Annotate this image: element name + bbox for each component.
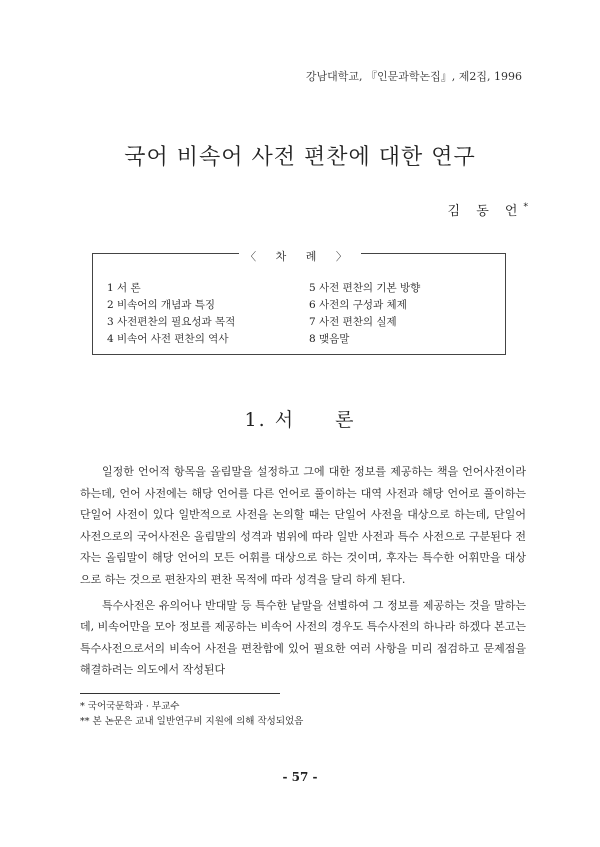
toc-item: 2 비속어의 개념과 특징 (107, 299, 215, 311)
footnote: * 국어국문학과 · 부교수 (80, 701, 180, 712)
toc-right-column (309, 280, 420, 348)
journal-reference: 강남대학교, 『인문과학논집』, 제2집, 1996 (305, 70, 522, 83)
section-title-first: 서 (274, 409, 296, 431)
paper-title: 국어 비속어 사전 편찬에 대한 연구 (124, 145, 476, 170)
section-title-second: 론 (335, 409, 356, 431)
toc-header (93, 245, 507, 264)
toc-left-column (107, 280, 235, 348)
section-number: 1. (244, 409, 267, 431)
section-heading (0, 405, 600, 432)
toc-item: 3 사전편찬의 필요성과 목적 (107, 316, 236, 328)
footnotes (80, 699, 303, 729)
table-of-contents (92, 250, 506, 355)
body-text (80, 461, 526, 681)
toc-item: 1 서 론 (107, 282, 141, 294)
paragraph: 일정한 언어적 항목을 올림말을 설정하고 그에 대한 정보를 제공하는 책을 언어사전이라 하는데, 언어 사전에는 해당 언어를 다른 언어로 풀이하는 대역 사전과 해당 언어로 풀이하는 단일어 사전이 있다 일반적으로 사전을 논의할 때는 단일어 사전을 대상으로 하는데, 단일어 사전으로의 국어사전은 올림말의 성격과 범위에 따라 일반 사전과 특수 사전으로 구분된다 전자는 올림말이 해당 언어의 모든 어휘를 대상으로 하는 것이며, 후자는 특수한 어휘만을 대상으로 하는 것으로 편찬자의 편찬 목적에 따라 성격을 달리 하게 된다. (80, 465, 526, 586)
toc-label: 〈 차 례 〉 (239, 250, 361, 263)
toc-item: 8 맺음말 (309, 333, 350, 345)
toc-item: 4 비속어 사전 편찬의 역사 (107, 333, 229, 345)
toc-item: 6 사전의 구성과 체제 (309, 299, 407, 311)
paragraph: 특수사전은 유의어나 반대말 등 특수한 낱말을 선별하여 그 정보를 제공하는 것을 말하는데, 비속어만을 모아 정보를 제공하는 비속어 사전의 경우도 특수사전의 하나라 하겠다 본고는 특수사전으로서의 비속어 사전을 편찬함에 있어 필요한 여러 사항을 미리 점검하고 문제점을 해결하려는 의도에서 작성된다 (80, 598, 526, 677)
toc-item: 7 사전 편찬의 실제 (309, 316, 397, 328)
page-number: - 57 - (282, 770, 318, 784)
author-footnote-mark: * (523, 202, 528, 213)
toc-item: 5 사전 편찬의 기본 방향 (309, 282, 421, 294)
author-line (448, 200, 528, 219)
footnote-divider (80, 693, 280, 694)
author-name: 김 동 언 (447, 204, 524, 219)
footnote: ** 본 논문은 교내 일반연구비 지원에 의해 작성되었음 (80, 716, 304, 727)
